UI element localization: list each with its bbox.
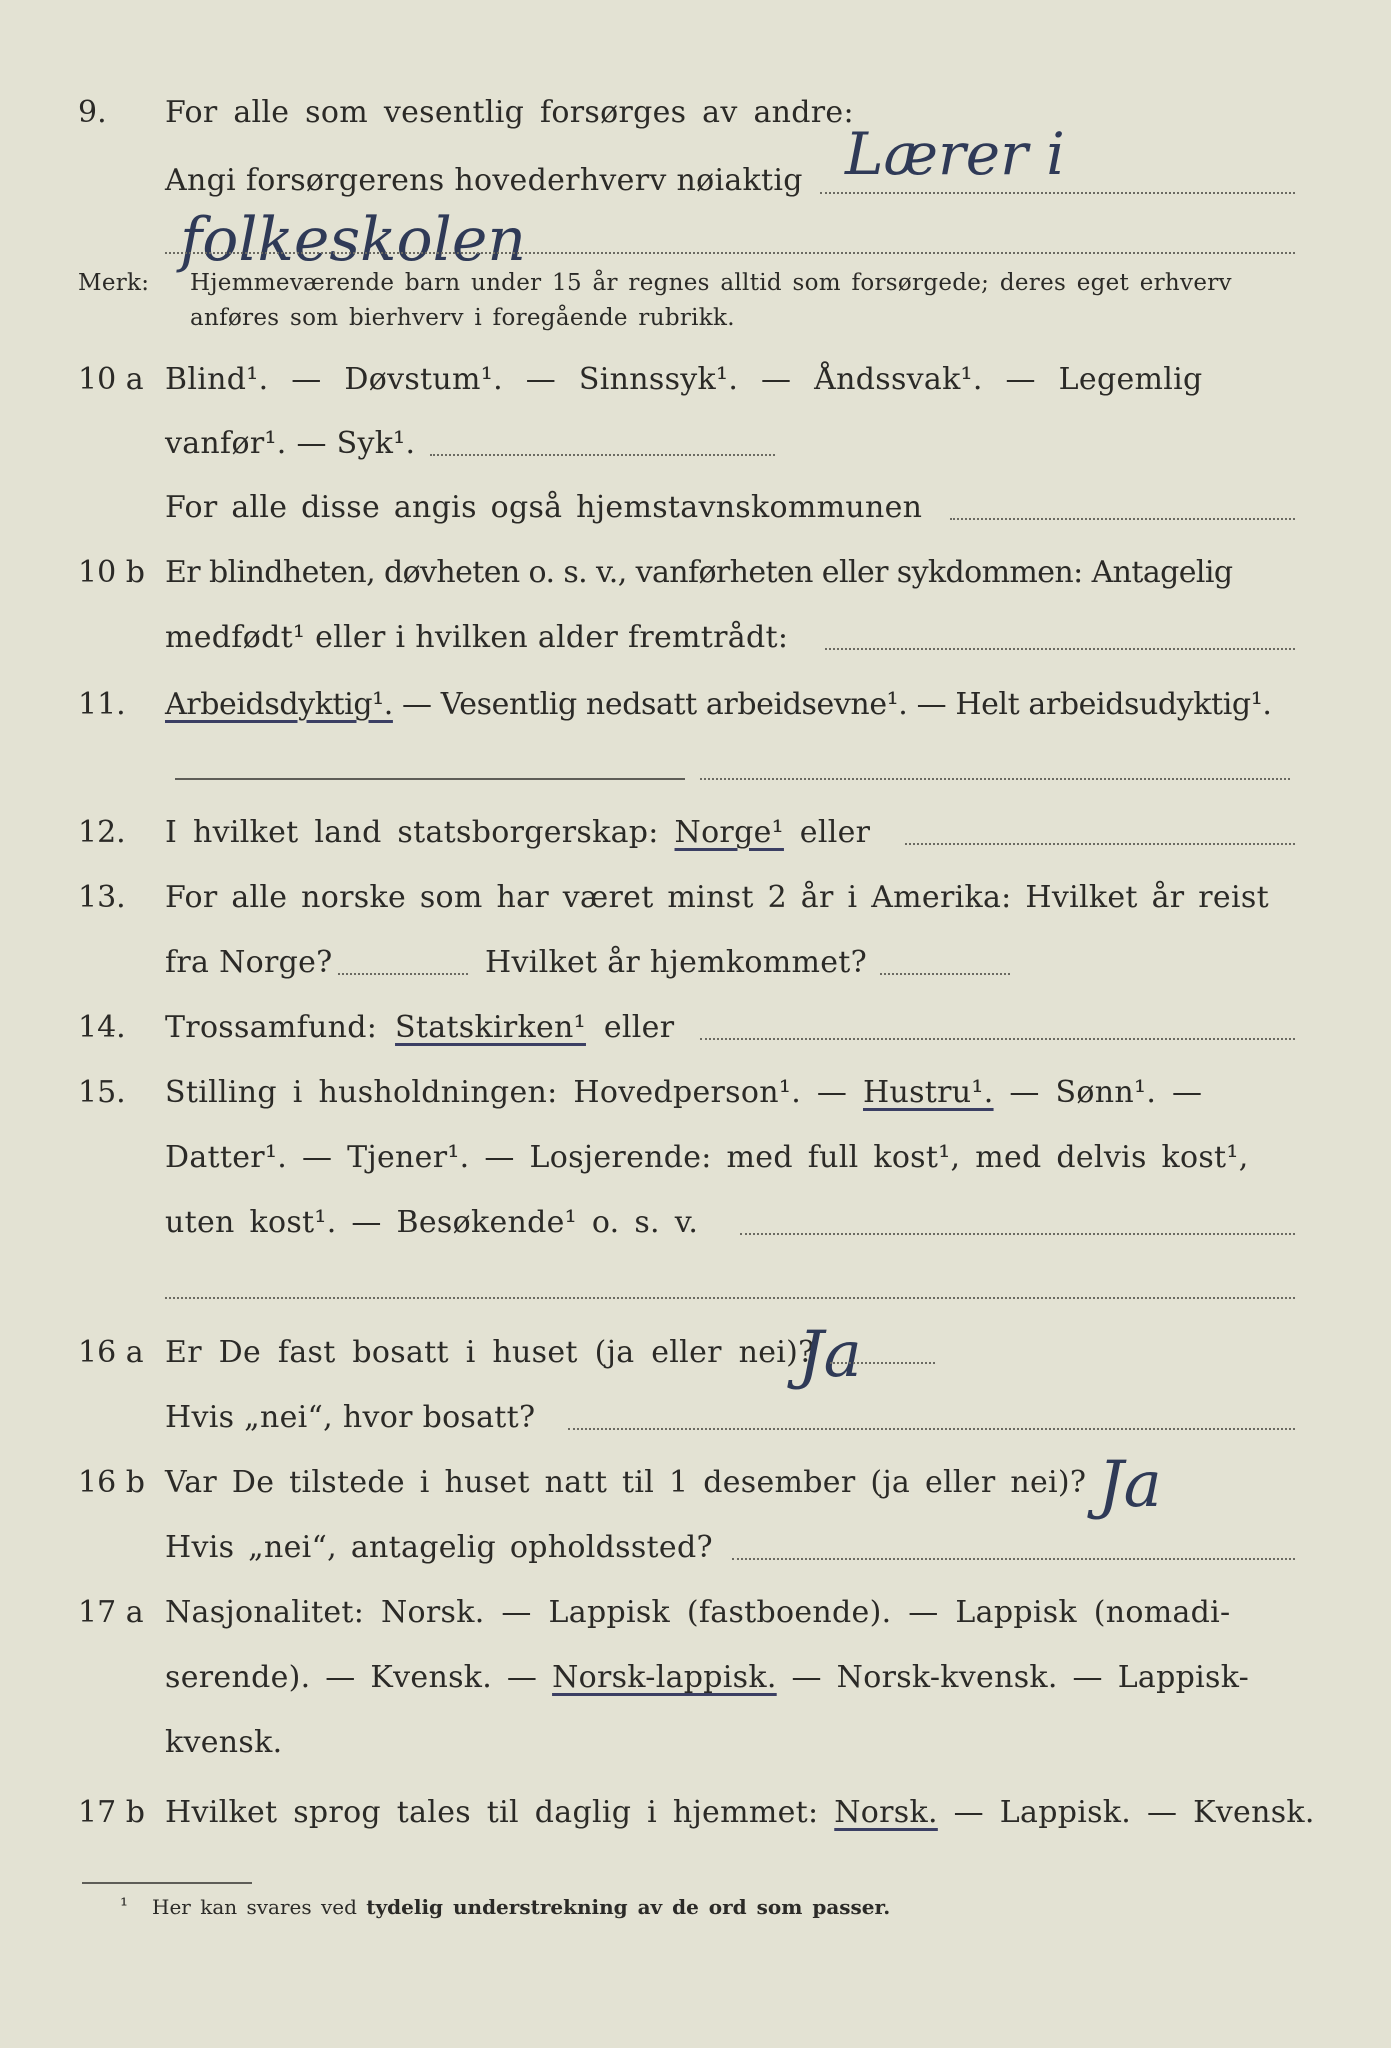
q16b-number: 16 b xyxy=(78,1465,145,1500)
q15-line2: Datter¹. — Tjener¹. — Losjerende: med full kost¹, med delvis kost¹, xyxy=(165,1140,1249,1175)
q14-question: Trossamfund: xyxy=(165,1010,396,1045)
q17a-number: 17 a xyxy=(78,1595,144,1630)
q13-line1: For alle norske som har været minst 2 år i Amerika: Hvilket år reist xyxy=(165,880,1269,915)
footnote-pre: Her kan svares ved xyxy=(152,1895,367,1919)
q13-line2a: fra Norge? xyxy=(165,945,333,980)
q12-eller: eller xyxy=(783,815,871,850)
q10b-number: 10 b xyxy=(78,555,145,590)
q10a-answer-line-1 xyxy=(430,454,775,456)
q17a-option-norsk-lappisk: Norsk-lappisk. xyxy=(552,1660,777,1695)
q10a-number: 10 a xyxy=(78,362,144,397)
q9-line2: Angi forsørgerens hovederhverv nøiaktig xyxy=(165,163,803,198)
q12-option-norge: Norge¹ xyxy=(674,815,784,850)
q13-line2b: Hvilket år hjemkommet? xyxy=(485,945,868,980)
q10b-line1: Er blindheten, døvheten o. s. v., vanførheten eller sykdommen: Antagelig xyxy=(165,555,1233,590)
q15-extra-line xyxy=(165,1297,1295,1299)
q17b-rest: — Lappisk. — Kvensk. xyxy=(937,1795,1315,1830)
q17b-question: Hvilket sprog tales til daglig i hjemmet: xyxy=(165,1795,835,1830)
q17a-line3: kvensk. xyxy=(165,1725,283,1760)
q15-line3: uten kost¹. — Besøkende¹ o. s. v. xyxy=(165,1205,699,1240)
q11-rule-left xyxy=(175,778,685,780)
q15-answer-line xyxy=(740,1233,1295,1235)
q16a-line2: Hvis „nei“, hvor bosatt? xyxy=(165,1400,536,1435)
q17a-line2-pre: serende). — Kvensk. — xyxy=(165,1660,553,1695)
q16b-stay-line xyxy=(732,1558,1295,1560)
merk-line2: anføres som bierhverv i foregående rubrikk. xyxy=(190,305,735,331)
q14-number: 14. xyxy=(78,1010,126,1045)
footnote-rule xyxy=(82,1882,252,1884)
q12-question: I hvilket land statsborgerskap: xyxy=(165,815,675,850)
q9-number: 9. xyxy=(78,95,107,130)
footnote-text xyxy=(152,1895,890,1919)
q17a-line1: Nasjonalitet: Norsk. — Lappisk (fastboende). — Lappisk (nomadi- xyxy=(165,1595,1231,1630)
q15-question: Stilling i husholdningen: Hovedperson¹. — xyxy=(165,1075,863,1110)
q10a-line1: Blind¹. — Døvstum¹. — Sinnssyk¹. — Åndssvak¹. — Legemlig xyxy=(165,362,1203,397)
q9-answer-line-2 xyxy=(165,252,1295,254)
q16a-line1: Er De fast bosatt i huset (ja eller nei)? xyxy=(165,1335,815,1370)
footnote-mark: ¹ xyxy=(120,1893,129,1917)
q15-number: 15. xyxy=(78,1075,126,1110)
q16a-number: 16 a xyxy=(78,1335,144,1370)
q9-answer-line-1 xyxy=(820,192,1295,194)
q11-rule-right xyxy=(700,778,1290,780)
q16b-line2: Hvis „nei“, antagelig opholdssted? xyxy=(165,1530,713,1565)
q13-number: 13. xyxy=(78,880,126,915)
q9-handwritten-answer-2: folkeskolen xyxy=(180,205,526,275)
q10a-line2: vanfør¹. — Syk¹. xyxy=(165,426,416,461)
merk-line1: Hjemmeværende barn under 15 år regnes alltid som forsørgede; deres eget erhverv xyxy=(190,270,1232,296)
q10b-answer-line xyxy=(825,648,1295,650)
merk-label: Merk: xyxy=(78,270,150,296)
q10a-line3: For alle disse angis også hjemstavnskommunen xyxy=(165,490,923,525)
q11-option-arbeidsdyktig: Arbeidsdyktig¹. xyxy=(165,687,393,722)
q15-option-hustru: Hustru¹. xyxy=(863,1075,994,1110)
q16b-handwritten-answer: Ja xyxy=(1098,1448,1162,1522)
q17a-line2 xyxy=(165,1660,1249,1695)
q13-year-returned-line xyxy=(880,973,1010,975)
q12-number: 12. xyxy=(78,815,126,850)
q17b-number: 17 b xyxy=(78,1795,145,1830)
q10a-answer-line-2 xyxy=(950,518,1295,520)
q16b-line1: Var De tilstede i huset natt til 1 desember (ja eller nei)? xyxy=(165,1465,1087,1500)
q15-line1 xyxy=(165,1075,1202,1110)
q16a-residence-line xyxy=(568,1428,1295,1430)
q17b-line xyxy=(165,1795,1315,1830)
q17a-line2-post: — Norsk-kvensk. — Lappisk- xyxy=(776,1660,1250,1695)
q11-other-options: — Vesentlig nedsatt arbeidsevne¹. — Helt arbeidsudyktig¹. xyxy=(392,687,1272,722)
q11-number: 11. xyxy=(78,687,126,722)
footnote-bold: tydelig understrekning av de ord som passer. xyxy=(366,1895,891,1919)
q13-year-left-line xyxy=(338,973,468,975)
q10b-line2: medfødt¹ eller i hvilken alder fremtrådt: xyxy=(165,620,789,655)
q14-line xyxy=(165,1010,674,1045)
q15-rest: — Sønn¹. — xyxy=(993,1075,1203,1110)
q14-option-statskirken: Statskirken¹ xyxy=(395,1010,586,1045)
q16a-handwritten-answer: Ja xyxy=(798,1318,862,1392)
q12-line xyxy=(165,815,870,850)
q9-line1: For alle som vesentlig forsørges av andre: xyxy=(165,95,854,130)
q14-eller: eller xyxy=(585,1010,675,1045)
q14-answer-line xyxy=(700,1038,1295,1040)
q16a-answer-line xyxy=(830,1362,935,1364)
q9-handwritten-answer-1: Lærer i xyxy=(845,120,1065,188)
q17b-option-norsk: Norsk. xyxy=(834,1795,938,1830)
q11-line xyxy=(165,687,1271,722)
q12-answer-line xyxy=(905,843,1295,845)
